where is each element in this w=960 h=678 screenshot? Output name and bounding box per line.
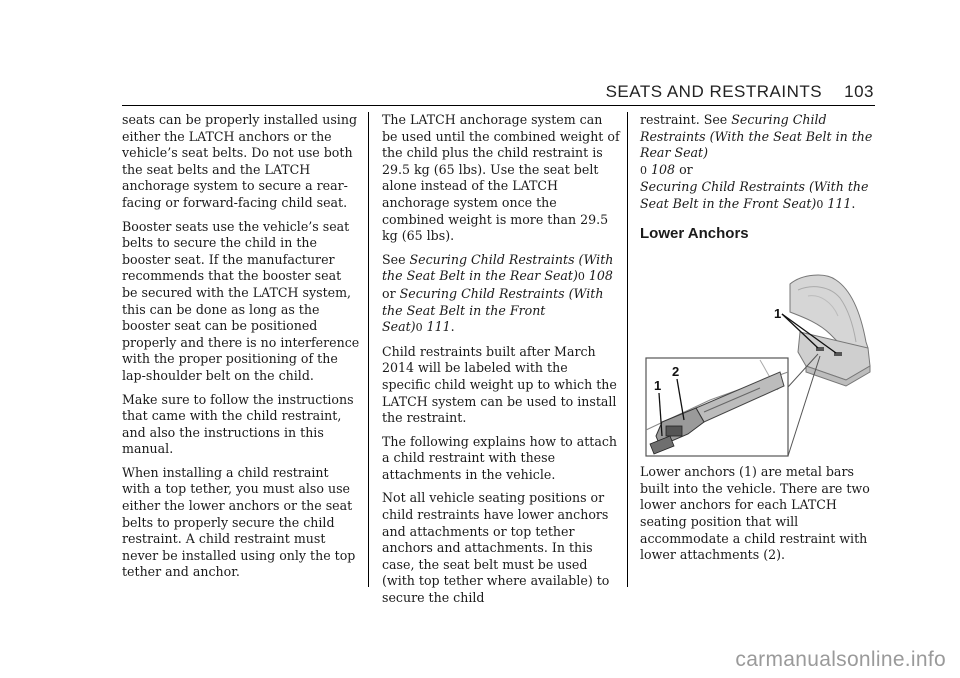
section-heading: Lower Anchors [640,224,749,242]
column-divider-2 [627,112,628,587]
paragraph: When installing a child restraint with a top tether, you must also use either the lower anchors or the seat belts to properly secure the child restraint. A child restraint must never be installed using only the top tether and anchor. [122,464,356,580]
paragraph: Make sure to follow the instructions that came with the child restraint, and also the instructions in this manual. [122,391,354,457]
paragraph: Booster seats use the vehicle’s seat belts to secure the child in the booster seat. If the manufacturer recommends that the booster seat be secured with the LATCH system, this can be done as long as the booster seat can be positioned properly and there is no interference with the proper positioning of the lap-shoulder belt on the child. [122,218,360,383]
page-number: 103 [844,82,874,101]
figure-caption: Lower anchors (1) are metal bars built into the vehicle. There are two lower anchors for each LATCH seating position that will accommodate a child restraint with lower attachments (2). [640,464,870,563]
column-2 [382,112,620,614]
page-ref-arrow-icon: 0 [415,321,423,335]
paragraph: Not all vehicle seating positions or child restraints have lower anchors and attachments or top tether anchors and attachments. In this case, the seat belt must be used (with top tether where available) to secure the child [382,490,610,606]
header-rule [122,105,875,106]
figure-label: 2 [672,364,680,380]
cross-reference-link[interactable]: Securing Child Restraints (With the Seat Belt in the Front Seat) [382,285,604,335]
section-title: SEATS AND RESTRAINTS [605,82,823,101]
figure-label: 1 [774,306,782,322]
cross-reference-link[interactable]: Securing Child Restraints (With the Seat Belt in the Rear Seat) [382,251,614,284]
cross-reference-link[interactable]: Securing Child Restraints (With the Seat Belt in the Front Seat) [640,179,869,211]
page-ref-arrow-icon: 0 [640,163,647,177]
figure-label: 1 [654,378,662,394]
column-1 [122,112,360,588]
paragraph: The following explains how to attach a child restraint with these attachments in the vehicle. [382,433,618,482]
paragraph: The LATCH anchorage system can be used until the combined weight of the child plus the child restraint is 29.5 kg (65 lbs). Use the seat belt alone instead of the LATCH anchorage system once the combined weight is more than 29.5 kg (65 lbs). [382,112,620,244]
column-3 [640,112,876,571]
cross-reference-link[interactable]: Securing Child Restraints (With the Seat Belt in the Rear Seat) [640,112,873,161]
seat-anchor-diagram-icon [640,250,876,460]
lower-anchors-illustration [640,250,876,460]
column-divider-1 [368,112,369,587]
paragraph-see-references: restraint. See Securing Child Restraints (With the Seat Belt in the Rear Seat) 0 108 or Securing Child Restraints (With the Seat Belt in the Front Seat)0 111. [640,112,873,211]
running-head [606,82,874,102]
paragraph: seats can be properly installed using either the LATCH anchors or the vehicle’s seat belts. Do not use both the seat belts and the LATCH anchorage system to secure a rear-facing or forward-facing child seat. [122,112,358,210]
page-ref-number[interactable]: 111 [827,195,852,211]
watermark: carmanualsonline.info [735,648,946,671]
page-ref-arrow-icon: 0 [816,197,824,211]
page-ref-number[interactable]: 108 [651,161,676,177]
page-ref-number[interactable]: 108 [588,268,613,284]
page-ref-arrow-icon: 0 [577,270,585,284]
paragraph: Child restraints built after March 2014 will be labeled with the specific child weight up to which the LATCH system can be used to install the restraint. [382,343,617,426]
page-ref-number[interactable]: 111 [426,319,451,335]
paragraph-see-references: See Securing Child Restraints (With the Seat Belt in the Rear Seat)0 108 or Securing Child Restraints (With the Seat Belt in the Front Seat)0 111. [382,251,614,335]
